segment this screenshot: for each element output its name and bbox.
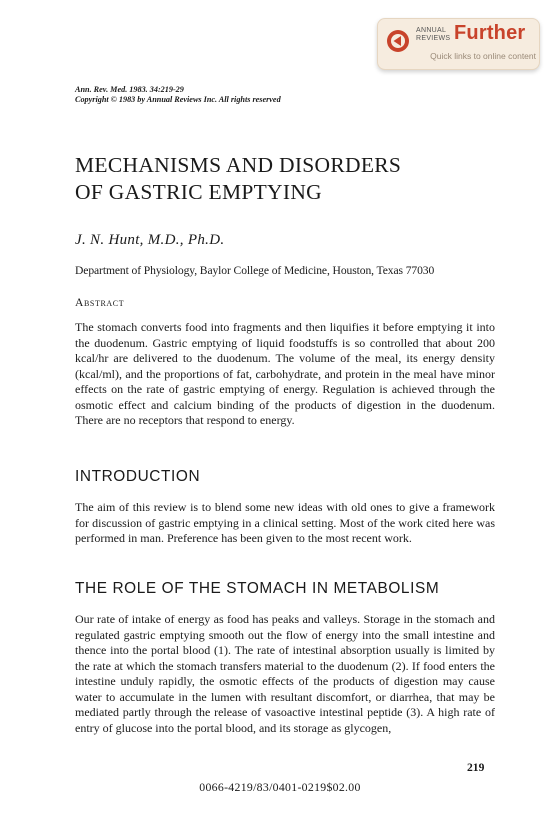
- reviews-label: REVIEWS: [416, 35, 451, 42]
- title-line-1: MECHANISMS AND DISORDERS: [75, 153, 402, 177]
- metabolism-heading: THE ROLE OF THE STOMACH IN METABOLISM: [75, 580, 440, 597]
- further-label: Further: [454, 22, 526, 44]
- page-number: 219: [467, 761, 485, 774]
- article-code: 0066-4219/83/0401-0219$02.00: [199, 780, 361, 794]
- introduction-text: The aim of this review is to blend some new ideas with old ones to give a framework for discussion of gastric emptying in a clinical setting. Most of the work cited here was performed in man. Preference has been given to the most recent work.: [75, 500, 495, 545]
- introduction-heading: INTRODUCTION: [75, 468, 201, 485]
- article-title: [75, 152, 495, 206]
- annual-reviews-logo-icon: [386, 29, 410, 53]
- annual-reviews-further-badge[interactable]: [377, 18, 540, 70]
- copyright-line: Copyright © 1983 by Annual Reviews Inc. All rights reserved: [75, 95, 281, 104]
- quick-links-label: Quick links to online content: [430, 51, 536, 61]
- annual-label: ANNUAL: [416, 27, 447, 34]
- title-line-2: OF GASTRIC EMPTYING: [75, 180, 322, 204]
- abstract-heading: Abstract: [75, 296, 125, 309]
- author-name: J. N. Hunt, M.D., Ph.D.: [75, 232, 225, 248]
- metabolism-text: Our rate of intake of energy as food has peaks and valleys. Storage in the stomach and regulated gastric emptying smooth out the flow of energy into the small intestine and thence into the portal blood (1). The rate of intestinal absorption usually is limited by the rate at which the stomach transfers material to the duodenum (2). If food enters the intestine unduly rapidly, the osmotic effects of the products of digestion may cause water to accumulate in the lumen with resultant discomfort, or diarrhea, that may be mediated partly through the release of vasoactive intestinal peptide (3). A high rate of entry of glucose into the portal blood, and its storage as glycogen,: [75, 612, 495, 735]
- journal-citation: [75, 85, 281, 105]
- author-affiliation: Department of Physiology, Baylor College of Medicine, Houston, Texas 77030: [75, 264, 435, 277]
- abstract-text: The stomach converts food into fragments and then liquifies it before emptying it into the duodenum. Gastric emptying of liquid foodstuffs is so controlled that about 200 kcal/hr are delivered to the duodenum. The volume of the meal, its energy density (kcal/ml), and the proportions of fat, carbohydrate, and protein in the meal have minor effects on the rate of gastric emptying of energy. Regulation is achieved through the osmotic effect and calcium binding of the products of digestion in the duodenum. There are no receptors that respond to energy.: [75, 320, 495, 427]
- citation-line: Ann. Rev. Med. 1983. 34:219-29: [75, 85, 184, 94]
- annual-reviews-wordmark: [416, 27, 456, 43]
